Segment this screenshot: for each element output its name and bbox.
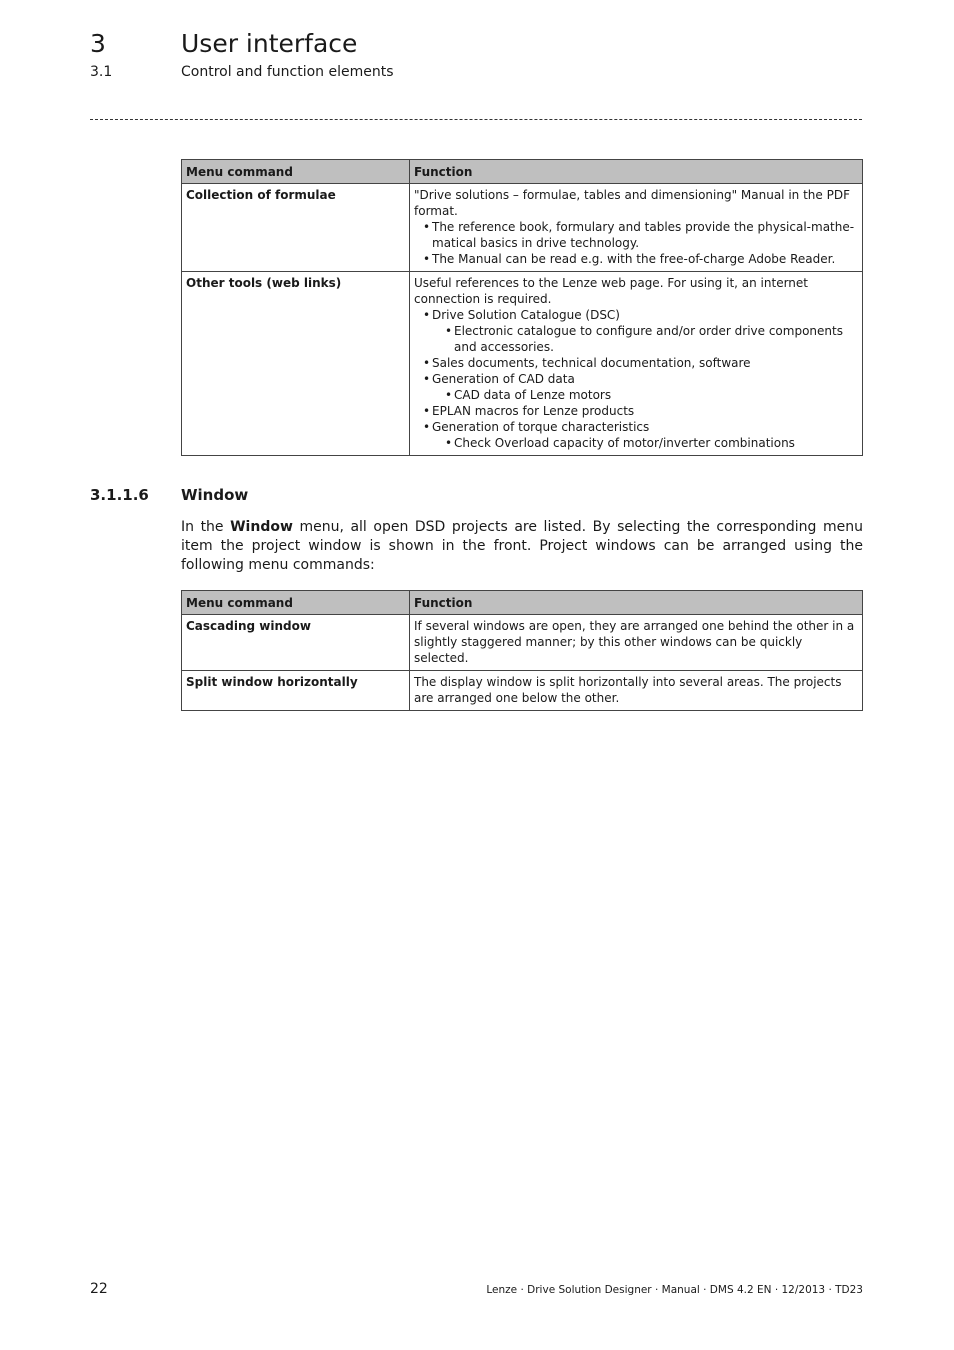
chapter-number: 3 — [90, 29, 106, 58]
menu-command-table-window — [181, 590, 863, 711]
header-divider — [90, 119, 862, 120]
table-header-row — [182, 160, 863, 184]
sub-list-item: • Electronic catalogue to configure and/or order drive components and accessories. — [445, 323, 858, 355]
table-row — [182, 671, 863, 711]
table-row — [182, 615, 863, 671]
function-cell: If several windows are open, they are arranged one behind the other in a slightly staggered manner; by this other windows can be quickly selected. — [410, 615, 863, 671]
list-item: • Sales documents, technical documentation, software — [423, 355, 858, 371]
table-row — [182, 272, 863, 456]
window-menu-name: Window — [230, 519, 293, 535]
sub-bullet-list — [432, 387, 858, 403]
list-item — [423, 419, 858, 451]
sub-list-item: • Check Overload capacity of motor/inverter combinations — [445, 435, 858, 451]
function-intro: Useful references to the Lenze web page. For using it, an internet connection is required. — [414, 276, 808, 306]
column-header-function: Function — [410, 591, 863, 615]
menu-command-cell: Other tools (web links) — [182, 272, 410, 456]
chapter-title: User interface — [181, 29, 358, 58]
window-description — [181, 518, 863, 575]
sub-bullet-list — [432, 435, 858, 451]
bullet-list — [414, 307, 858, 451]
menu-command-cell: Collection of formulae — [182, 184, 410, 272]
sub-list-item: • CAD data of Lenze motors — [445, 387, 858, 403]
menu-command-table-tools — [181, 159, 863, 456]
section-title: Control and function elements — [181, 64, 394, 80]
list-item — [423, 307, 858, 355]
column-header-function: Function — [410, 160, 863, 184]
table-header-row — [182, 591, 863, 615]
footer-doc-info: Lenze · Drive Solution Designer · Manual · DMS 4.2 EN · 12/2013 · TD23 — [486, 1284, 863, 1296]
list-item-text: Generation of torque characteristics — [432, 420, 650, 434]
bullet-list — [414, 219, 858, 267]
function-cell: The display window is split horizontally into several areas. The projects are arranged one below the other. — [410, 671, 863, 711]
list-item: • EPLAN macros for Lenze products — [423, 403, 858, 419]
menu-command-cell: Cascading window — [182, 615, 410, 671]
list-item: • The Manual can be read e.g. with the free-of-charge Adobe Reader. — [423, 251, 858, 267]
list-item: • The reference book, formulary and tables provide the physical-mathe-matical basics in drive technology. — [423, 219, 858, 251]
table-row — [182, 184, 863, 272]
list-item-text: Drive Solution Catalogue (DSC) — [432, 308, 620, 322]
menu-command-cell: Split window horizontally — [182, 671, 410, 711]
function-cell — [410, 184, 863, 272]
para-rest: menu, all open DSD projects are listed. By selecting the corresponding menu item the project window is shown in the front. Project windows can be arranged using the following menu commands: — [181, 519, 863, 573]
list-item-text: Generation of CAD data — [432, 372, 575, 386]
section-number: 3.1 — [90, 64, 113, 80]
para-prefix: In the — [181, 519, 231, 535]
list-item — [423, 371, 858, 403]
column-header-menu-command: Menu command — [182, 591, 410, 615]
column-header-menu-command: Menu command — [182, 160, 410, 184]
subsection-number: 3.1.1.6 — [90, 486, 149, 504]
page-number: 22 — [90, 1281, 108, 1297]
function-intro: "Drive solutions – formulae, tables and dimensioning" Manual in the PDF format. — [414, 188, 850, 218]
subsection-title: Window — [181, 486, 249, 504]
function-cell — [410, 272, 863, 456]
sub-bullet-list — [432, 323, 858, 355]
